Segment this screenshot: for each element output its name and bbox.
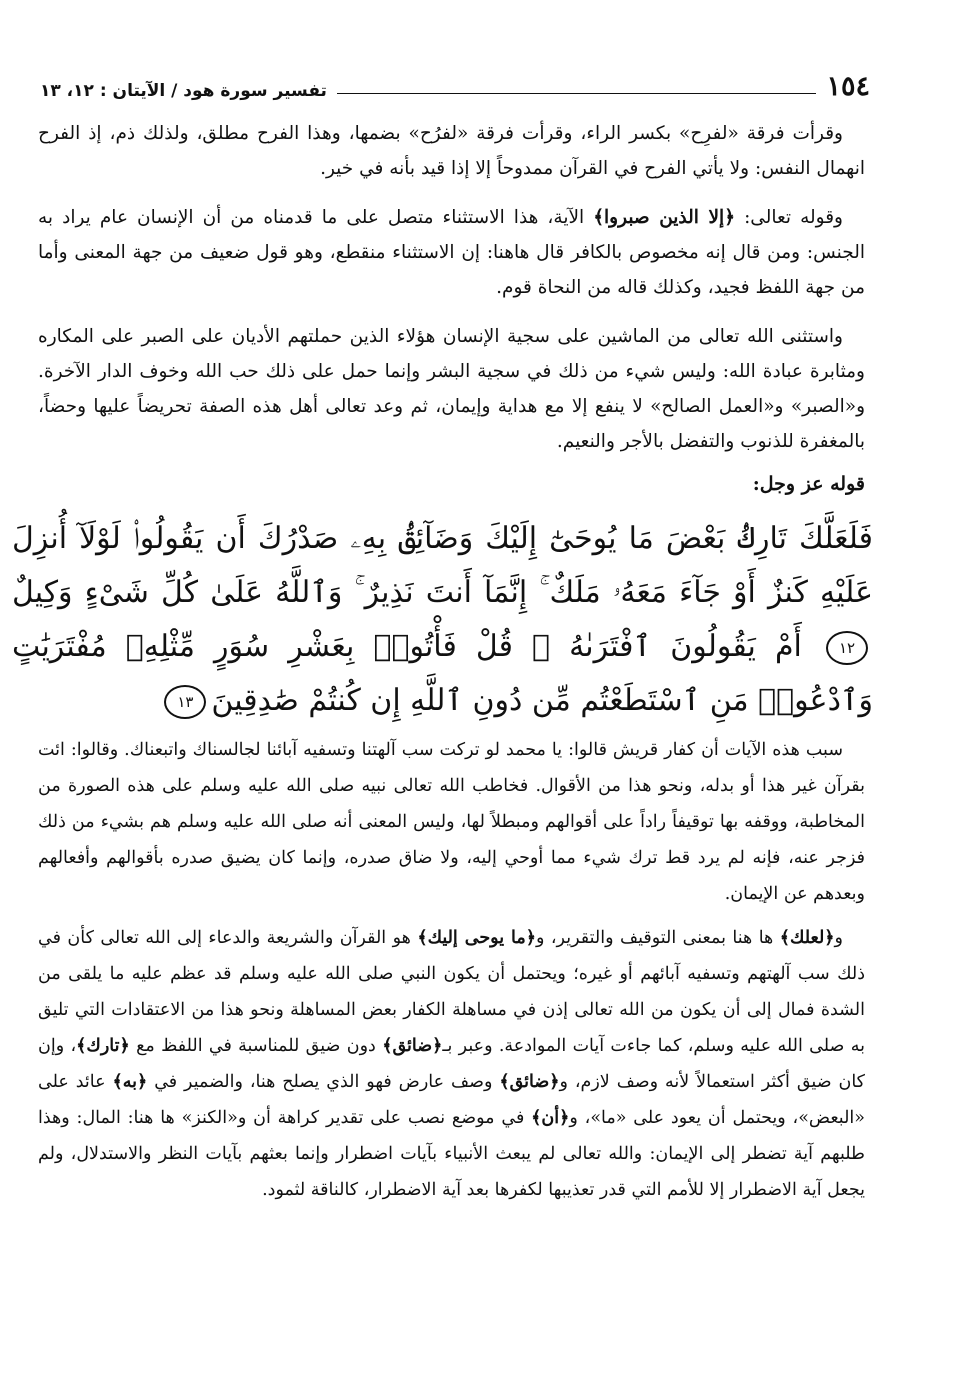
header-rule (337, 93, 817, 94)
p5-text-d: دون ضيق للمناسبة في اللفظ مع (136, 1036, 376, 1056)
running-title: تفسير سورة هود / الآيتان : ١٢، ١٣ (40, 81, 327, 101)
p5-text-b: ها هنا بمعنى التوقيف والتقرير، و (536, 928, 774, 948)
p5-text-h: في موضع نصب على تقدير كراهة أن و«الكنز» ها هنا: المال: وهذا طلبهم آية تضطر إلى الإيمان: والله تعالى لم يبعث الأنبياء بآيات اضطرار وإنما بعثهم بآيات النظر والاستدلال، ولم يجعل آية الاضطرار إلا للأمم التي قدر تعذيبها لكفرها بعد آية الاضطرار، كالناقة لثمود. (38, 1108, 865, 1200)
p5-text-g: عائد على «البعض»، ويحتمل أن يعود على «ما»، و (38, 1072, 865, 1128)
page-number: ١٥٤ (826, 71, 870, 102)
p5-quote-3: ﴿ضائق﴾ (382, 1036, 443, 1056)
page-body (12, 116, 873, 1208)
p5-quote-4: ﴿تارك﴾ (76, 1036, 130, 1056)
p5-text-a: و (834, 928, 843, 948)
p2-rest: الآية، هذا الاستثناء متصل على ما قدمناه من أن الإنسان عام يراد به الجنس: ومن قال إنه مخصوص بالكافر قال هاهنا: إن الاستثناء منقطع، وهو قول ضعيف من جهة المعنى وأما من جهة اللفظ فجيد، وكذلك قاله من النحاة قوم. (38, 207, 865, 298)
p5-text-f: وصف عارض فهو الذي يصلح هنا، والضمير في (154, 1072, 493, 1092)
p2-quote: ﴿إلا الذين صبروا﴾ (593, 207, 736, 228)
p5-text-e: ، وإن كان ضيق أكثر استعمالاً لأنه وصف لازم، و (38, 1036, 865, 1092)
p5-quote-1: ﴿لعلك﴾ (779, 928, 835, 948)
ayah-number-13: ١٣ (164, 685, 206, 719)
section-heading: قوله عز وجل: (752, 473, 865, 495)
paragraph-3: واستثنى الله تعالى من الماشين على سجية الإنسان هؤلاء الذين حملتهم الأديان على الصبر على المكاره ومثابرة عبادة الله: وليس شيء من ذلك في سجية البشر وإنما حمل على ذلك حب الله وخوف الدار الآخرة. و«الصبر» و«العمل الصالح» لا ينفع إلا مع هداية وإيمان، ثم وعد تعالى أهل هذه الصفة تحريضاً عليها وحضاً، بالمغفرة للذنوب والتفضل بالأجر والنعيم. (38, 326, 865, 452)
p5-quote-2: ﴿ما يوحى إليك﴾ (417, 928, 537, 948)
ayah-number-12: ١٢ (826, 631, 868, 665)
quran-verses (12, 512, 873, 728)
verse-12: فَلَعَلَّكَ تَارِكُۢ بَعْضَ مَا يُوحَىٰٓ إِلَيْكَ وَضَآئِقُۢ بِهِۦ صَدْرُكَ أَن يَقُولُوا۟ لَوْلَآ أُنزِلَ عَلَيْهِ كَنزٌ أَوْ جَآءَ مَعَهُۥ مَلَكٌ ۚ إِنَّمَآ أَنتَ نَذِيرٌ ۚ وَٱللَّهُ عَلَىٰ كُلِّ شَىْءٍ وَكِيلٌ (12, 521, 873, 610)
paragraph-4: سبب هذه الآيات أن كفار قريش قالوا: يا محمد لو تركت سب آلهتنا وتسفيه آبائنا لجالسناك واتبعناك. وقالوا: ائت بقرآن غير هذا أو بدله، ونحو هذا من الأقوال. فخاطب الله تعالى نبيه صلى الله عليه وسلم على هذه الصورة من المخاطبة، ووقفه بها توقيفاً راداً على أقوالهم ومبطلاً لها، وليس المعنى أنه صلى الله عليه وسلم هم بشيء من ذلك فزجر عنه، فإنه لم يرد قط ترك شيء مما أوحي إليه، ولا ضاق صدره، وإنما كان يضيق صدره بأقوالهم وأفعالهم وبعدهم عن الإيمان. (38, 740, 865, 904)
p5-quote-7: ﴿أن﴾ (531, 1108, 570, 1128)
paragraph-2 (38, 200, 865, 305)
paragraph-5 (38, 920, 865, 1208)
page-header (40, 66, 870, 100)
paragraph-1: وقرأت فرقة «لفرِح» بكسر الراء، وقرأت فرقة «لفرُح» بضمها، وهذا الفرح مطلق، ولذلك ذم، إذ الفرح انهمال النفس: ولا يأتي الفرح في القرآن ممدوحاً إلا إذا قيد بأنه في خير. (38, 123, 865, 179)
p5-quote-6: ﴿به﴾ (112, 1072, 148, 1092)
p5-text-c: هو القرآن والشريعة والدعاء إلى الله تعالى كأن في ذلك سب آلهتهم وتسفيه آبائهم أو غيره؛ ويحتمل أن يكون النبي صلى الله عليه وسلم قد عظم عليه ما يلقى من الشدة فمال إلى أن يكون من الله تعالى إذن في مساهلة الكفار بعض المساهلة ونحو هذا من الاعتقادات التي تليق به صلى الله عليه وسلم، كما جاءت آيات الموادعة. وعبر بـ (38, 928, 865, 1056)
verse-13: أَمْ يَقُولُونَ ٱفْتَرَىٰهُ ۖ قُلْ فَأْتُوا۟ بِعَشْرِ سُوَرٍ مِّثْلِهِۦ مُفْتَرَيَٰتٍ وَٱدْعُوا۟ مَنِ ٱسْتَطَعْتُم مِّن دُونِ ٱللَّهِ إِن كُنتُمْ صَٰدِقِينَ (12, 629, 873, 718)
p2-intro: وقوله تعالى: (744, 207, 843, 228)
p5-quote-5: ﴿ضائق﴾ (499, 1072, 560, 1092)
